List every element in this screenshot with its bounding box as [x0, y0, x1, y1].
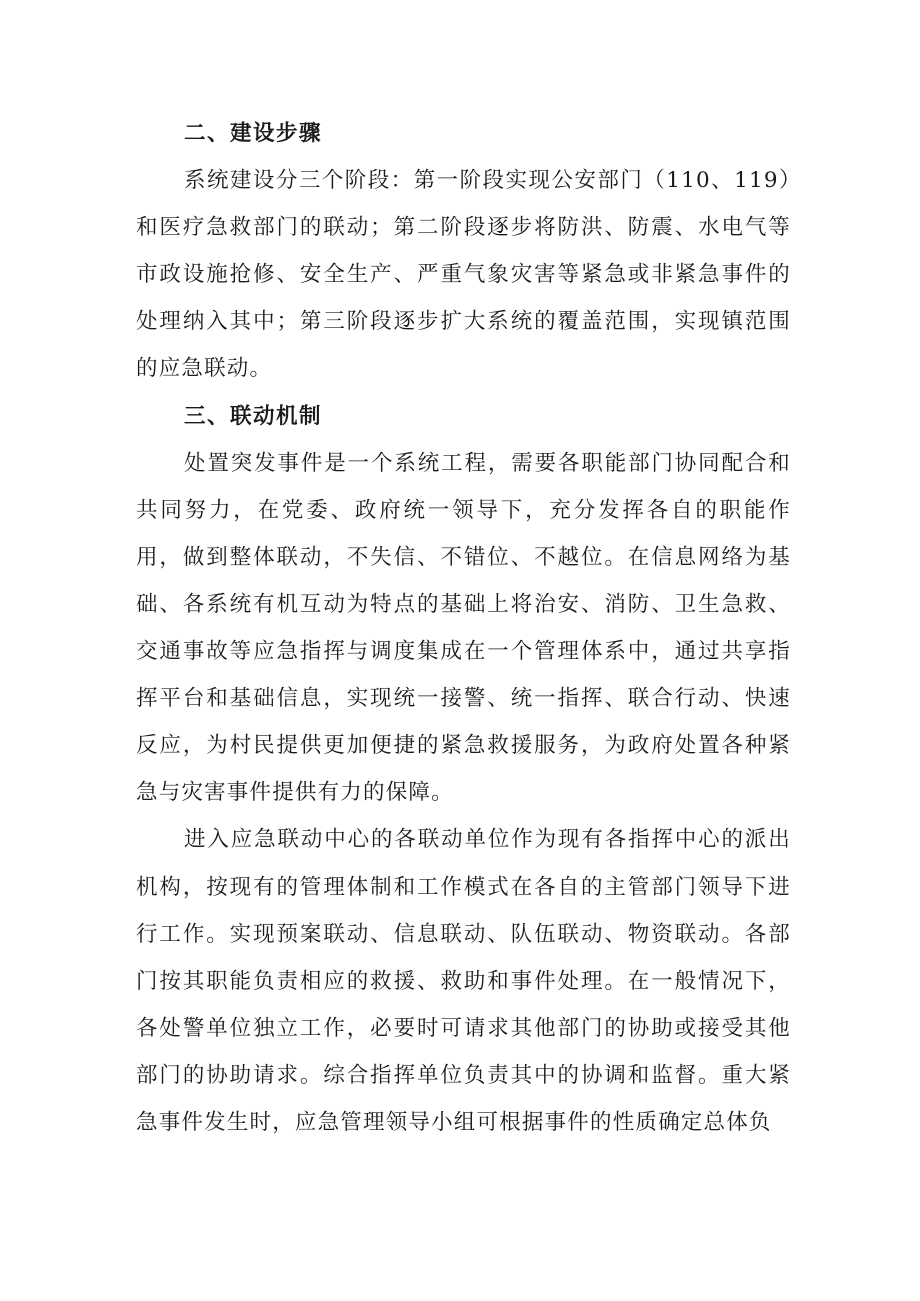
paragraph-emergency-handling: 处置突发事件是一个系统工程，需要各职能部门协同配合和共同努力，在党委、政府统一领导下，充分发挥各自的职能作用，做到整体联动，不失信、不错位、不越位。在信息网络为基础、各系统有机互动为特点的基础上将治安、消防、卫生急救、交通事故等应急指挥与调度集成在一个管理体系中，通过共享指挥平台和基础信息，实现统一接警、统一指挥、联合行动、快速反应，为村民提供更加便捷的紧急救援服务，为政府处置各种紧急与灾害事件提供有力的保障。 — [136, 450, 791, 806]
paragraph-construction-phases: 系统建设分三个阶段：第一阶段实现公安部门（110、119）和医疗急救部门的联动；第二阶段逐步将防洪、防震、水电气等市政设施抢修、安全生产、严重气象灾害等紧急或非紧急事件的处理纳入其中；第三阶段逐步扩大系统的覆盖范围，实现镇范围的应急联动。 — [136, 168, 791, 382]
paragraph-linkage-units: 进入应急联动中心的各联动单位作为现有各指挥中心的派出机构，按现有的管理体制和工作模式在各自的主管部门领导下进行工作。实现预案联动、信息联动、队伍联动、物资联动。各部门按其职能负责相应的救援、救助和事件处理。在一般情况下，各处警单位独立工作，必要时可请求其他部门的协助或接受其他部门的协助请求。综合指挥单位负责其中的协调和监督。重大紧急事件发生时，应急管理领导小组可根据事件的性质确定总体负 — [136, 827, 791, 1135]
section-heading-linkage-mechanism: 三、联动机制 — [184, 403, 323, 429]
section-heading-construction-steps: 二、建设步骤 — [184, 121, 323, 146]
document-body — [136, 110, 791, 1146]
